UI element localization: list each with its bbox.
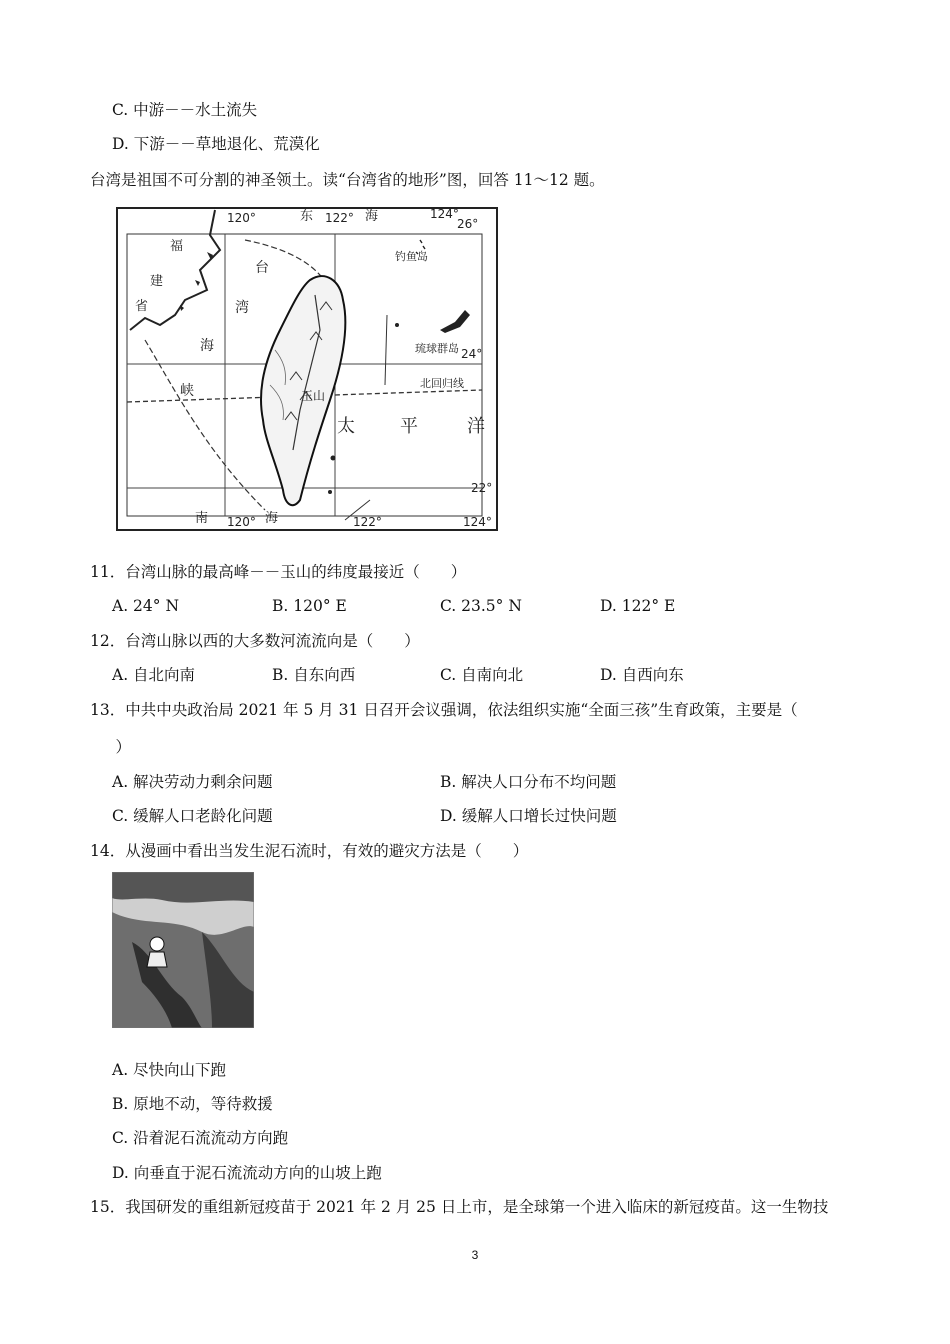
q11-option-a: A. 24° N — [112, 597, 180, 615]
q10-option-d: D. 下游－－草地退化、荒漠化 — [112, 135, 320, 153]
q12-option-b: B. 自东向西 — [272, 666, 356, 684]
label-strait-2: 湾 — [235, 300, 249, 316]
label-strait-4: 峡 — [180, 383, 194, 399]
label-pacific-2: 平 — [400, 416, 418, 437]
q14-option-c: C. 沿着泥石流流动方向跑 — [112, 1129, 289, 1147]
label-south-sea-2: 海 — [265, 511, 279, 526]
q14-option-a: A. 尽快向山下跑 — [112, 1061, 227, 1079]
label-fujian-3: 省 — [135, 299, 149, 314]
q13-option-b: B. 解决人口分布不均问题 — [440, 773, 617, 791]
q13-option-c: C. 缓解人口老龄化问题 — [112, 807, 273, 825]
label-lon124-top: 124° — [430, 207, 459, 221]
q11-stem: 11．台湾山脉的最高峰－－玉山的纬度最接近（ ） — [90, 563, 467, 581]
label-strait-1: 台 — [255, 260, 269, 276]
q12-option-a: A. 自北向南 — [112, 666, 196, 684]
q12-option-c: C. 自南向北 — [440, 666, 524, 684]
label-east-sea-1: 东 — [300, 209, 314, 224]
comic-person-head — [150, 937, 164, 951]
q11-option-b: B. 120° E — [272, 597, 347, 615]
label-pacific-1: 太 — [337, 416, 355, 437]
q12-option-d: D. 自西向东 — [600, 666, 684, 684]
label-lon120-top: 120° — [227, 211, 256, 225]
label-lon120-bottom: 120° — [227, 515, 256, 529]
q12-stem: 12．台湾山脉以西的大多数河流流向是（ ） — [90, 632, 420, 650]
label-pacific-3: 洋 — [467, 416, 485, 437]
label-lat22: 22° — [471, 481, 493, 495]
label-yushan: 玉山 — [301, 389, 326, 403]
label-lat24: 24° — [461, 347, 483, 361]
q11-option-c: C. 23.5° N — [440, 597, 522, 615]
page-number: 3 — [471, 1248, 479, 1262]
label-south-sea-1: 南 — [195, 511, 209, 526]
label-lat26: 26° — [457, 217, 479, 231]
q13-stem-line1: 13．中共中央政治局 2021 年 5 月 31 日召开会议强调，依法组织实施“全面三孩”生育政策，主要是（ — [90, 701, 798, 719]
mudslide-comic-image — [112, 872, 254, 1028]
q13-option-d: D. 缓解人口增长过快问题 — [440, 807, 617, 825]
island-dot — [331, 456, 336, 461]
q15-stem-line1: 15．我国研发的重组新冠疫苗于 2021 年 2 月 25 日上市，是全球第一个进入临床的新冠疫苗。这一生物技 — [90, 1198, 829, 1216]
q10-option-c: C. 中游－－水土流失 — [112, 101, 258, 119]
label-ryukyu: 琉球群岛 — [415, 342, 459, 355]
intro-text: 台湾是祖国不可分割的神圣领土。读“台湾省的地形”图，回答 11～12 题。 — [90, 171, 605, 189]
label-lon122-bottom: 122° — [353, 515, 382, 529]
label-lon124-bottom: 124° — [463, 515, 492, 529]
island-dot — [395, 323, 399, 327]
label-east-sea-2: 海 — [365, 209, 379, 224]
label-diaoyu: 钓鱼岛 — [395, 250, 428, 263]
q13-stem-line2: ） — [100, 738, 132, 756]
taiwan-terrain-map — [115, 200, 500, 535]
q13-option-a: A. 解决劳动力剩余问题 — [112, 773, 273, 791]
q11-option-d: D. 122° E — [600, 597, 676, 615]
label-strait-3: 海 — [200, 338, 214, 354]
comic-sky — [112, 872, 254, 903]
label-tropic: 北回归线 — [420, 377, 464, 390]
q14-stem: 14．从漫画中看出当发生泥石流时，有效的避灾方法是（ ） — [90, 842, 529, 860]
label-lon122-top: 122° — [325, 211, 354, 225]
label-fujian-2: 建 — [150, 274, 164, 289]
island-dot — [328, 490, 332, 494]
q14-option-b: B. 原地不动，等待救援 — [112, 1095, 273, 1113]
q14-option-d: D. 向垂直于泥石流流动方向的山坡上跑 — [112, 1164, 382, 1182]
comic-person-body — [147, 952, 167, 967]
label-fujian-1: 福 — [170, 239, 184, 254]
